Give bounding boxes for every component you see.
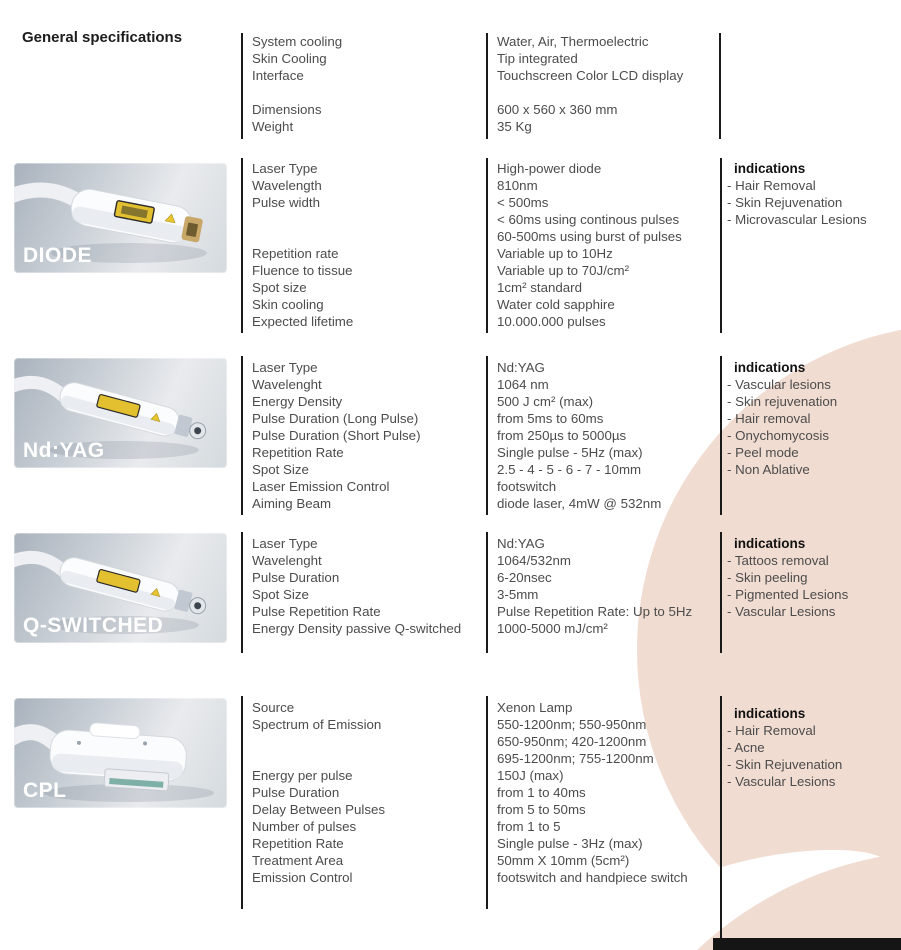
spec-row bbox=[252, 818, 718, 835]
cpl-handpiece-photo bbox=[14, 698, 227, 808]
spec-value: 500 J cm² (max) bbox=[497, 394, 594, 409]
spec-row bbox=[252, 444, 718, 461]
indication-item: - Skin Rejuvenation bbox=[727, 195, 843, 210]
spec-label: Energy Density passive Q-switched bbox=[252, 621, 462, 636]
spec-value bbox=[497, 84, 718, 101]
indication-item: - Non Ablative bbox=[727, 462, 810, 477]
spec-row bbox=[252, 427, 718, 444]
spec-row bbox=[252, 552, 718, 569]
spec-row bbox=[252, 716, 718, 733]
qswitched-handpiece-photo bbox=[14, 533, 227, 643]
indication-item: - Tattoos removal bbox=[727, 553, 829, 568]
indication-item: - Vascular lesions bbox=[727, 377, 831, 392]
spec-row bbox=[252, 67, 718, 84]
spec-value: from 1 to 5 bbox=[497, 819, 561, 834]
spec-value: 1064/532nm bbox=[497, 553, 571, 568]
spec-value: Variable up to 10Hz bbox=[497, 246, 613, 261]
qswitched-photo-label: Q-SWITCHED bbox=[23, 614, 164, 637]
page-title: General specifications bbox=[22, 29, 183, 46]
spec-value: 600 x 560 x 360 mm bbox=[497, 102, 618, 117]
spec-row bbox=[252, 262, 718, 279]
spec-label: Interface bbox=[252, 68, 304, 83]
spec-label: Emission Control bbox=[252, 870, 353, 885]
spec-label: Pulse Repetition Rate bbox=[252, 604, 381, 619]
indications-title: indications bbox=[734, 161, 806, 176]
spec-row bbox=[252, 569, 718, 586]
spec-row bbox=[252, 177, 718, 194]
spec-row bbox=[252, 296, 718, 313]
spec-label: Wavelenght bbox=[252, 377, 322, 392]
spec-label bbox=[252, 733, 497, 750]
spec-label: Dimensions bbox=[252, 102, 322, 117]
spec-value: Water, Air, Thermoelectric bbox=[497, 34, 649, 49]
spec-value: footswitch and handpiece switch bbox=[497, 870, 688, 885]
spec-label: Pulse Duration (Long Pulse) bbox=[252, 411, 419, 426]
spec-value: 35 Kg bbox=[497, 119, 532, 134]
column-rule bbox=[241, 696, 243, 909]
spec-label: Pulse Duration bbox=[252, 570, 340, 585]
spec-label: Pulse Duration (Short Pulse) bbox=[252, 428, 421, 443]
spec-label bbox=[252, 211, 497, 228]
spec-value: 695-1200nm; 755-1200nm bbox=[497, 751, 654, 766]
spec-value: Single pulse - 3Hz (max) bbox=[497, 836, 643, 851]
spec-label: Spot size bbox=[252, 280, 307, 295]
indications-title: indications bbox=[734, 360, 806, 375]
spec-value: Variable up to 70J/cm² bbox=[497, 263, 630, 278]
spec-label: Treatment Area bbox=[252, 853, 344, 868]
spec-value: 1cm² standard bbox=[497, 280, 582, 295]
ndyag-photo-label: Nd:YAG bbox=[23, 439, 105, 462]
spec-value: 60-500ms using burst of pulses bbox=[497, 229, 682, 244]
spec-row bbox=[252, 750, 718, 767]
column-rule bbox=[241, 158, 243, 333]
spec-row bbox=[252, 784, 718, 801]
spec-row bbox=[252, 699, 718, 716]
spec-row bbox=[252, 50, 718, 67]
spec-value: 650-950nm; 420-1200nm bbox=[497, 734, 647, 749]
spec-row bbox=[252, 228, 718, 245]
diode-handpiece-photo bbox=[14, 163, 227, 273]
spec-row bbox=[252, 869, 718, 886]
spec-row bbox=[252, 279, 718, 296]
spec-value: 50mm X 10mm (5cm²) bbox=[497, 853, 630, 868]
spec-row bbox=[252, 603, 718, 620]
spec-value: 2.5 - 4 - 5 - 6 - 7 - 10mm bbox=[497, 462, 642, 477]
indication-item: - Hair Removal bbox=[727, 723, 816, 738]
spec-row bbox=[252, 376, 718, 393]
spec-row bbox=[252, 835, 718, 852]
spec-row bbox=[252, 101, 718, 118]
spec-label: Laser Type bbox=[252, 360, 318, 375]
spec-value: 10.000.000 pulses bbox=[497, 314, 606, 329]
column-rule bbox=[719, 33, 721, 139]
spec-value: < 500ms bbox=[497, 195, 549, 210]
spec-label bbox=[252, 84, 497, 101]
spec-label: Spot Size bbox=[252, 462, 309, 477]
spec-value: 1064 nm bbox=[497, 377, 549, 392]
indication-item: - Peel mode bbox=[727, 445, 799, 460]
indication-item: - Skin Rejuvenation bbox=[727, 757, 843, 772]
spec-row bbox=[252, 84, 718, 101]
spec-value: 810nm bbox=[497, 178, 538, 193]
spec-value: Pulse Repetition Rate: Up to 5Hz bbox=[497, 604, 693, 619]
qswitched-spec-table bbox=[252, 535, 718, 637]
spec-label: Skin Cooling bbox=[252, 51, 327, 66]
spec-label: Energy Density bbox=[252, 394, 343, 409]
spec-value: Nd:YAG bbox=[497, 360, 545, 375]
spec-value: 6-20nsec bbox=[497, 570, 552, 585]
indication-item: - Acne bbox=[727, 740, 765, 755]
indication-item: - Microvascular Lesions bbox=[727, 212, 867, 227]
column-rule bbox=[241, 356, 243, 515]
column-rule bbox=[241, 532, 243, 653]
spec-value: High-power diode bbox=[497, 161, 602, 176]
spec-row bbox=[252, 852, 718, 869]
indications-title: indications bbox=[734, 706, 806, 721]
diode-photo-label: DIODE bbox=[23, 244, 93, 267]
cpl-spec-table bbox=[252, 699, 718, 886]
spec-value: 550-1200nm; 550-950nm bbox=[497, 717, 647, 732]
spec-value: Touchscreen Color LCD display bbox=[497, 68, 684, 83]
spec-value: 3-5mm bbox=[497, 587, 539, 602]
spec-row bbox=[252, 211, 718, 228]
spec-value: diode laser, 4mW @ 532nm bbox=[497, 496, 662, 511]
spec-row bbox=[252, 620, 718, 637]
spec-value: Nd:YAG bbox=[497, 536, 545, 551]
spec-row bbox=[252, 495, 718, 512]
cpl-photo-label: CPL bbox=[23, 779, 67, 802]
spec-row bbox=[252, 478, 718, 495]
ndyag-spec-table bbox=[252, 359, 718, 512]
spec-label: Repetition rate bbox=[252, 246, 339, 261]
spec-label bbox=[252, 750, 497, 767]
spec-label: Laser Emission Control bbox=[252, 479, 390, 494]
indication-item: - Skin peeling bbox=[727, 570, 808, 585]
spec-label: Pulse width bbox=[252, 195, 320, 210]
spec-label: Skin cooling bbox=[252, 297, 324, 312]
spec-row bbox=[252, 118, 718, 135]
spec-row bbox=[252, 160, 718, 177]
spec-label: Fluence to tissue bbox=[252, 263, 353, 278]
indication-item: - Vascular Lesions bbox=[727, 604, 836, 619]
spec-row bbox=[252, 245, 718, 262]
indication-item: - Pigmented Lesions bbox=[727, 587, 849, 602]
spec-row bbox=[252, 194, 718, 211]
spec-label: Weight bbox=[252, 119, 294, 134]
indication-item: - Vascular Lesions bbox=[727, 774, 836, 789]
spec-row bbox=[252, 33, 718, 50]
spec-row bbox=[252, 586, 718, 603]
spec-row bbox=[252, 733, 718, 750]
spec-label: Aiming Beam bbox=[252, 496, 332, 511]
spec-label: Wavelength bbox=[252, 178, 322, 193]
indication-item: - Onychomycosis bbox=[727, 428, 829, 443]
indication-item: - Skin rejuvenation bbox=[727, 394, 838, 409]
spec-label: Wavelenght bbox=[252, 553, 322, 568]
spec-value: from 250µs to 5000µs bbox=[497, 428, 627, 443]
general-spec-table bbox=[252, 33, 718, 135]
spec-value: footswitch bbox=[497, 479, 557, 494]
cpl-indications bbox=[721, 705, 899, 790]
spec-value: Tip integrated bbox=[497, 51, 578, 66]
spec-label: Energy per pulse bbox=[252, 768, 353, 783]
spec-label: Number of pulses bbox=[252, 819, 357, 834]
spec-label: Source bbox=[252, 700, 295, 715]
spec-label: System cooling bbox=[252, 34, 343, 49]
indications-title: indications bbox=[734, 536, 806, 551]
indication-item: - Hair removal bbox=[727, 411, 811, 426]
spec-value: Xenon Lamp bbox=[497, 700, 573, 715]
qswitched-indications bbox=[721, 535, 899, 620]
spec-label bbox=[252, 228, 497, 245]
ndyag-indications bbox=[721, 359, 899, 478]
spec-row bbox=[252, 535, 718, 552]
spec-label: Delay Between Pulses bbox=[252, 802, 386, 817]
spec-value: from 1 to 40ms bbox=[497, 785, 586, 800]
spec-value: < 60ms using continous pulses bbox=[497, 212, 680, 227]
spec-label: Spectrum of Emission bbox=[252, 717, 382, 732]
spec-value: from 5 to 50ms bbox=[497, 802, 586, 817]
spec-value: from 5ms to 60ms bbox=[497, 411, 604, 426]
spec-row bbox=[252, 461, 718, 478]
spec-value: 150J (max) bbox=[497, 768, 564, 783]
spec-label: Expected lifetime bbox=[252, 314, 354, 329]
spec-label: Repetition Rate bbox=[252, 836, 344, 851]
spec-value: Single pulse - 5Hz (max) bbox=[497, 445, 643, 460]
footer-black-bar bbox=[713, 938, 901, 950]
spec-row bbox=[252, 393, 718, 410]
ndyag-handpiece-photo bbox=[14, 358, 227, 468]
spec-value: 1000-5000 mJ/cm² bbox=[497, 621, 608, 636]
spec-row bbox=[252, 410, 718, 427]
spec-row bbox=[252, 313, 718, 330]
spec-value: Water cold sapphire bbox=[497, 297, 615, 312]
column-rule bbox=[241, 33, 243, 139]
diode-indications bbox=[721, 160, 899, 228]
indication-item: - Hair Removal bbox=[727, 178, 816, 193]
spec-label: Laser Type bbox=[252, 161, 318, 176]
spec-label: Spot Size bbox=[252, 587, 309, 602]
spec-row bbox=[252, 359, 718, 376]
spec-label: Repetition Rate bbox=[252, 445, 344, 460]
spec-row bbox=[252, 801, 718, 818]
diode-spec-table bbox=[252, 160, 718, 330]
spec-row bbox=[252, 767, 718, 784]
spec-label: Pulse Duration bbox=[252, 785, 340, 800]
spec-label: Laser Type bbox=[252, 536, 318, 551]
